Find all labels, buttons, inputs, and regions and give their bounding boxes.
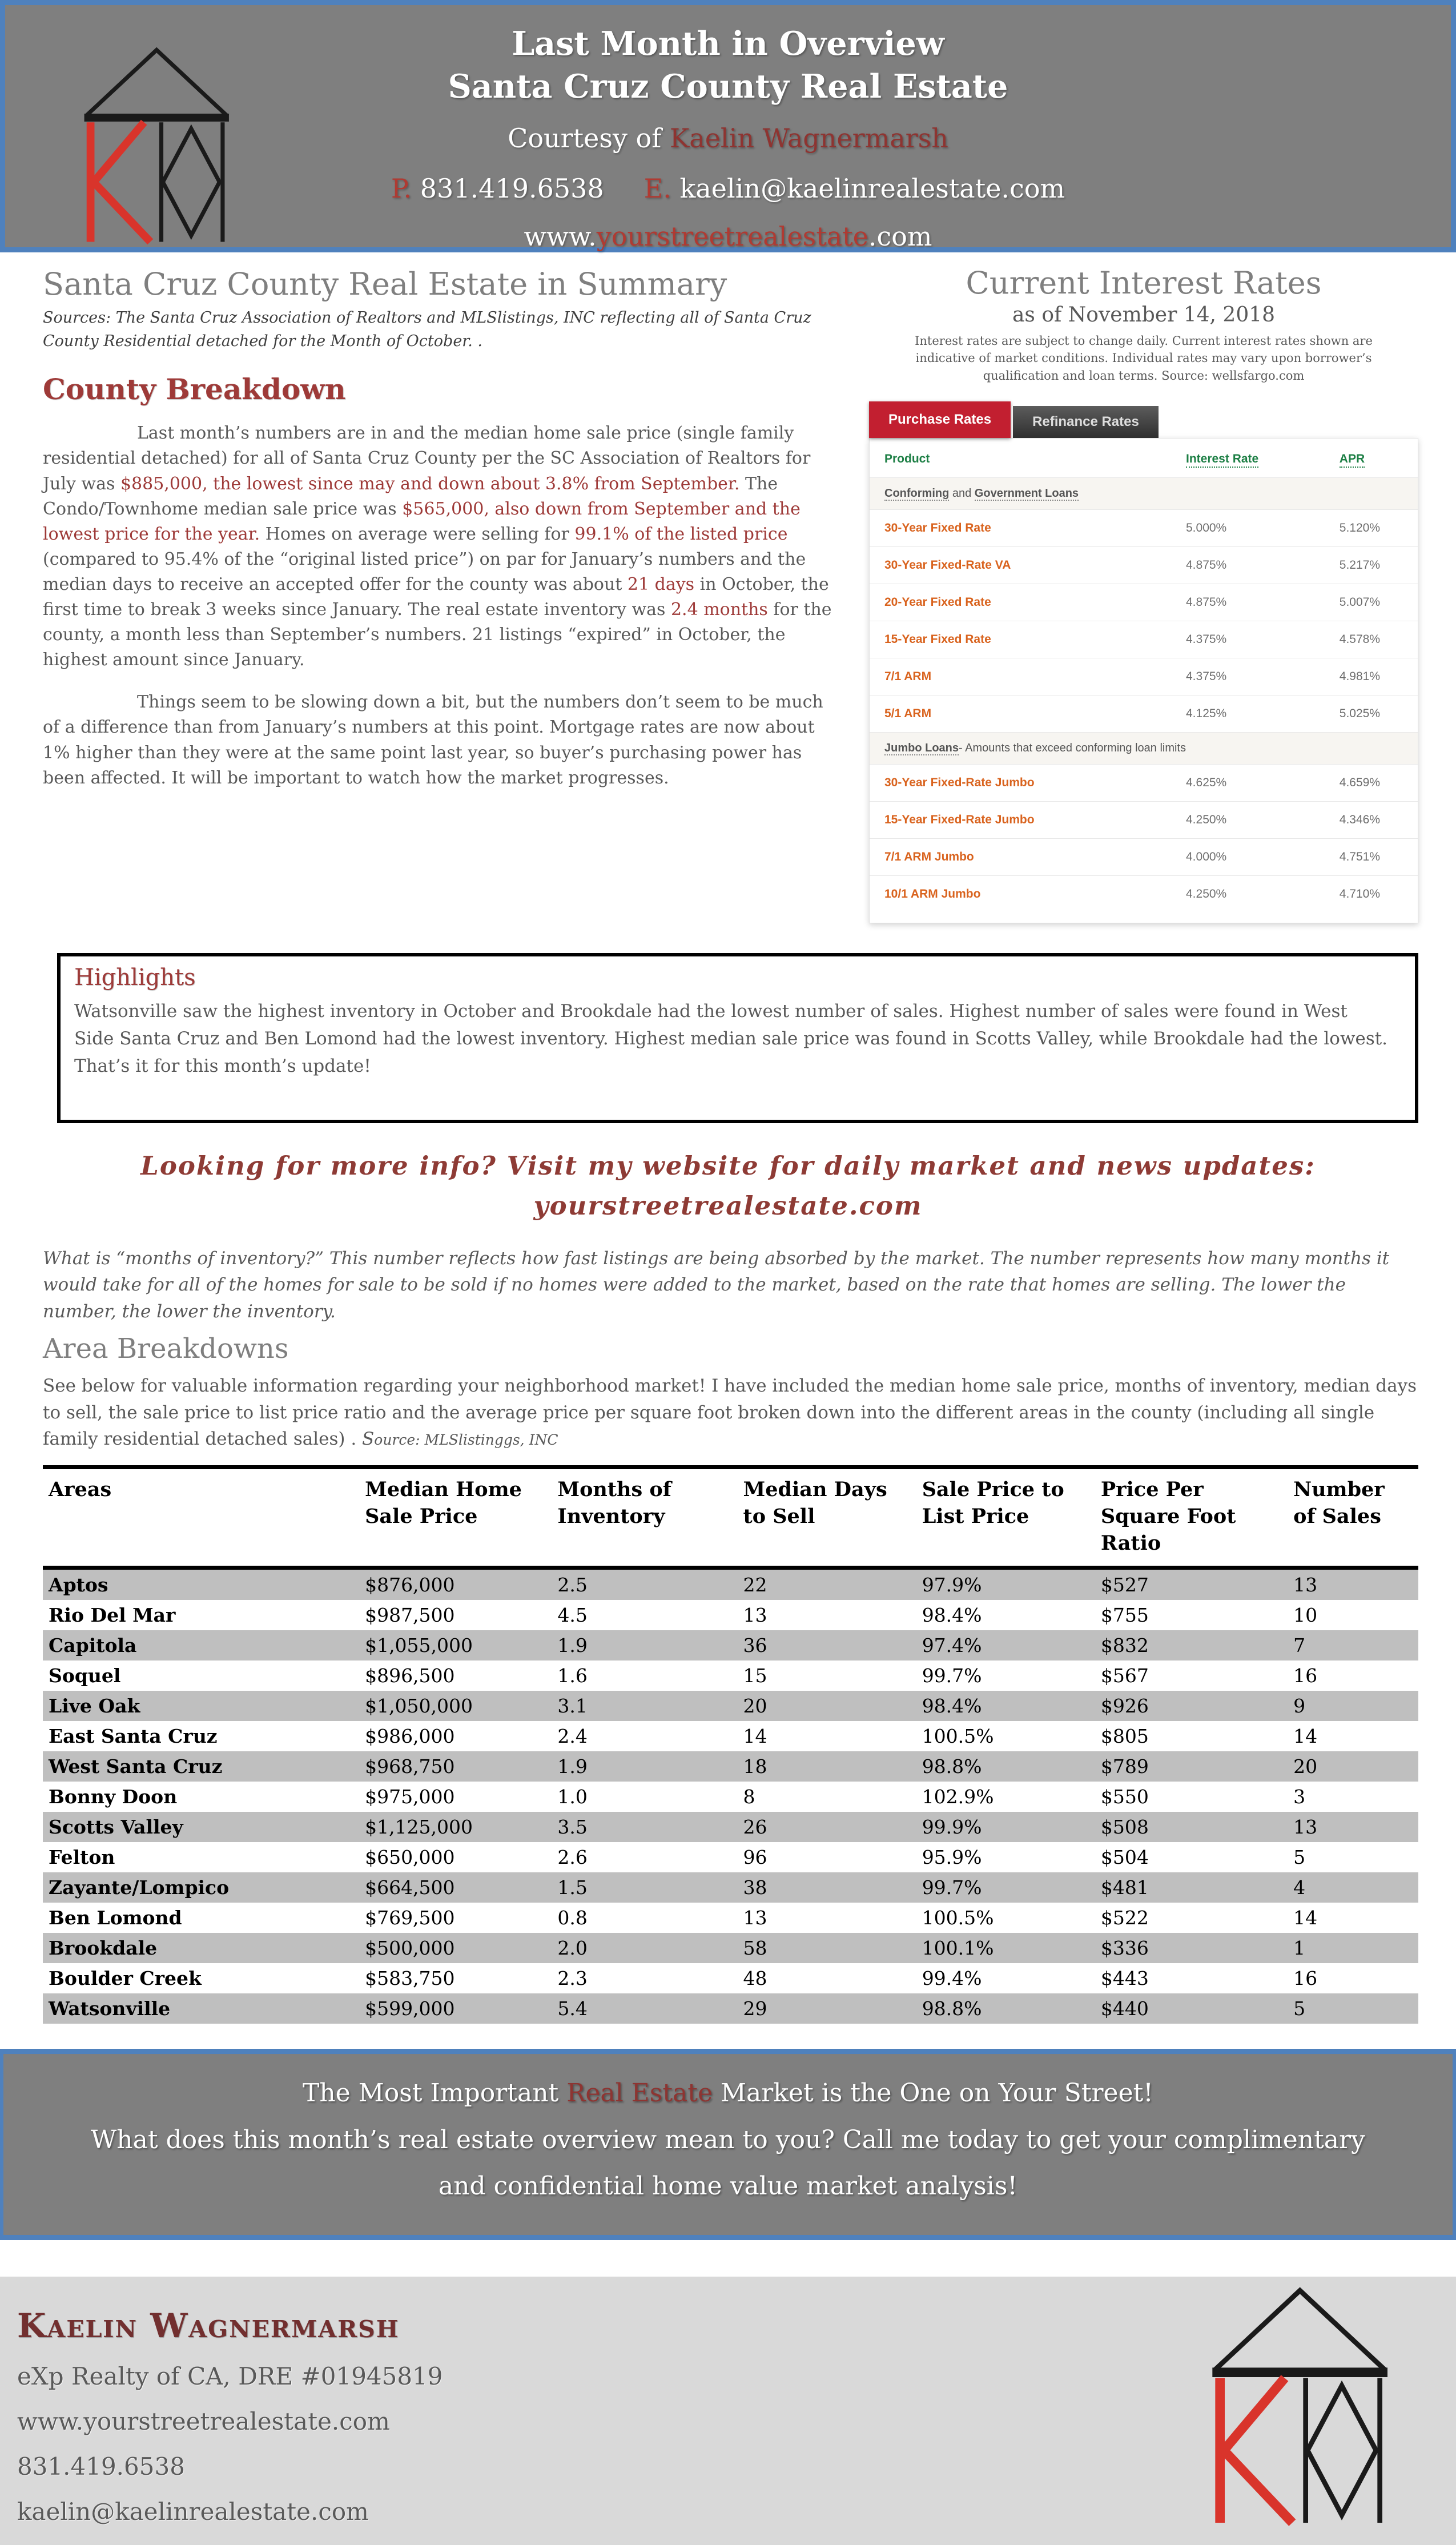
rates-card: [869, 438, 1418, 923]
area-median-days: 13: [743, 1907, 767, 1929]
summary-title: Santa Cruz County Real Estate in Summary: [43, 266, 727, 302]
highlights-body: Watsonville saw the highest inventory in October and Brookdale had the lowest number of sales. Highest number of sales were found in West Side Santa Cruz and Ben Lomond had the lowest inventory. Highest median sale price was found in Scotts Valley, while Brookdale had the lowest. That’s it for this month’s update!: [74, 1001, 1388, 1077]
area-median-price: $599,000: [365, 1997, 455, 2020]
area-table-row: [43, 1993, 1418, 2024]
area-number-of-sales: 1: [1293, 1937, 1306, 1960]
area-number-of-sales: 16: [1293, 1664, 1318, 1687]
area-months-inventory: 1.9: [557, 1755, 588, 1778]
promo-line1: Looking for more info? Visit my website for daily market and news updates:: [140, 1151, 1316, 1181]
email-label: E.: [643, 173, 671, 204]
rate-value: 4.875%: [1171, 547, 1325, 584]
rates-title: Current Interest Rates: [966, 265, 1322, 301]
phone-number[interactable]: 831.419.6538: [412, 173, 604, 204]
area-sale-to-list: 98.8%: [922, 1997, 982, 2020]
col-price-per-square-foot: Price Per Square Foot Ratio: [1095, 1467, 1288, 1568]
rate-apr: 5.217%: [1325, 547, 1418, 584]
rate-product[interactable]: 30-Year Fixed Rate: [870, 510, 1171, 547]
area-breakdowns-intro: See below for valuable information regarding your neighborhood market! I have included the median home sale price, months of inventory, median days to sell, the sale price to list price ratio and the average price per square foot broken down into the different areas in the county (including all single family residential detached sales) . Source: MLSlistinggs, INC: [43, 1376, 1417, 1450]
area-name: Felton: [49, 1846, 115, 1869]
courtesy-line: Courtesy of Kaelin Wagnermarsh: [508, 123, 948, 154]
area-price-per-sqft: $522: [1100, 1907, 1149, 1929]
rate-row: [870, 802, 1418, 839]
rate-value: 4.375%: [1171, 621, 1325, 658]
rates-widget: [869, 401, 1418, 923]
area-months-inventory: 1.9: [557, 1634, 588, 1657]
area-name: Brookdale: [49, 1937, 158, 1960]
area-name: Rio Del Mar: [49, 1604, 176, 1627]
rates-col-apr: APR: [1325, 439, 1418, 478]
area-sale-to-list: 100.5%: [922, 1725, 994, 1748]
area-name: East Santa Cruz: [49, 1725, 218, 1748]
col-number-of-sales: Number of Sales: [1288, 1467, 1418, 1568]
area-median-price: $1,055,000: [365, 1634, 473, 1657]
area-number-of-sales: 14: [1293, 1907, 1318, 1929]
agent-website[interactable]: www.yourstreetrealestate.com: [17, 2407, 390, 2435]
rate-value: 4.625%: [1171, 765, 1325, 802]
phone-label: P.: [391, 173, 412, 204]
area-months-inventory: 1.6: [557, 1664, 588, 1687]
area-sale-to-list: 97.9%: [922, 1574, 982, 1597]
area-median-days: 18: [743, 1755, 767, 1778]
rates-header-row: [870, 439, 1418, 478]
area-months-inventory: 3.1: [557, 1695, 588, 1718]
area-months-inventory: 5.4: [557, 1997, 588, 2020]
area-sale-to-list: 102.9%: [922, 1786, 994, 1808]
rates-col-product: Product: [884, 452, 930, 465]
rate-apr: 4.710%: [1325, 876, 1418, 913]
area-number-of-sales: 13: [1293, 1816, 1318, 1839]
area-sale-to-list: 99.7%: [922, 1876, 982, 1899]
area-name: Watsonville: [49, 1997, 171, 2020]
area-table-row: [43, 1661, 1418, 1691]
area-name: West Santa Cruz: [49, 1755, 223, 1778]
main-content: [0, 252, 1456, 923]
rates-disclaimer: Interest rates are subject to change daily. Current interest rates shown are indicative of market conditions. Individual rates may vary upon borrower’s qualification and loan terms. Source: wellsfargo.com: [915, 333, 1373, 383]
area-name: Zayante/Lompico: [49, 1876, 230, 1899]
area-table-row: [43, 1568, 1418, 1601]
agent-phone[interactable]: 831.419.6538: [17, 2452, 185, 2480]
area-table-row: [43, 1872, 1418, 1903]
rate-apr: 5.007%: [1325, 584, 1418, 621]
rate-row: [870, 621, 1418, 658]
rate-product[interactable]: 30-Year Fixed-Rate VA: [870, 547, 1171, 584]
area-name: Capitola: [49, 1634, 137, 1657]
area-months-inventory: 2.4: [557, 1725, 588, 1748]
agent-email[interactable]: kaelin@kaelinrealestate.com: [17, 2497, 369, 2526]
area-median-price: $1,125,000: [365, 1816, 473, 1839]
area-table-row: [43, 1812, 1418, 1842]
company-logo-icon: [50, 41, 267, 245]
area-number-of-sales: 14: [1293, 1725, 1318, 1748]
area-median-days: 20: [743, 1695, 767, 1718]
rate-value: 4.250%: [1171, 876, 1325, 913]
summary-sources: Sources: The Santa Cruz Association of Realtors and MLSlistings, INC reflecting all of Santa Cruz County Residential detached for the Month of October. .: [43, 309, 811, 350]
promo-script: [0, 1146, 1456, 1226]
rate-value: 4.125%: [1171, 695, 1325, 733]
area-price-per-sqft: $443: [1100, 1967, 1149, 1990]
rate-apr: 5.025%: [1325, 695, 1418, 733]
area-price-per-sqft: $550: [1100, 1786, 1149, 1808]
area-name: Boulder Creek: [49, 1967, 202, 1990]
newsletter-title-line1: Last Month in Overview: [512, 25, 944, 63]
rate-apr: 4.981%: [1325, 658, 1418, 695]
area-price-per-sqft: $926: [1100, 1695, 1149, 1718]
area-median-price: $876,000: [365, 1574, 455, 1597]
area-months-inventory: 2.0: [557, 1937, 588, 1960]
area-median-price: $583,750: [365, 1967, 455, 1990]
area-number-of-sales: 4: [1293, 1876, 1306, 1899]
area-table-row: [43, 1721, 1418, 1751]
area-median-days: 29: [743, 1997, 767, 2020]
rates-as-of-date: as of November 14, 2018: [1012, 303, 1276, 327]
inventory-explainer: What is “months of inventory?” This number reflects how fast listings are being absorbed by the market. The number represents how many months it would take for all of the homes for sale to be sold if no homes were added to the market, based on the rate that homes are selling. The lower the number, the lower the inventory.: [43, 1248, 1390, 1322]
area-number-of-sales: 16: [1293, 1967, 1318, 1990]
area-number-of-sales: 3: [1293, 1786, 1306, 1808]
area-median-days: 13: [743, 1604, 767, 1627]
area-price-per-sqft: $508: [1100, 1816, 1149, 1839]
rate-row: [870, 584, 1418, 621]
rate-apr: 4.659%: [1325, 765, 1418, 802]
area-sale-to-list: 100.5%: [922, 1907, 994, 1929]
area-price-per-sqft: $755: [1100, 1604, 1149, 1627]
area-table-row: [43, 1691, 1418, 1721]
area-sale-to-list: 98.4%: [922, 1695, 982, 1718]
col-areas: Areas: [43, 1467, 359, 1568]
tab-purchase-rates[interactable]: Purchase Rates: [869, 401, 1011, 438]
area-median-days: 58: [743, 1937, 767, 1960]
area-sale-to-list: 95.9%: [922, 1846, 982, 1869]
area-table-header-row: [43, 1467, 1418, 1568]
area-table-row: [43, 1963, 1418, 1993]
cta-line2: What does this month’s real estate overview mean to you? Call me today to get your complimentary and confidential home value market analysis!: [91, 2125, 1365, 2201]
highlights-box: [57, 953, 1418, 1123]
area-median-price: $500,000: [365, 1937, 455, 1960]
highlights-title: Highlights: [74, 964, 196, 991]
rates-tabs: [869, 401, 1418, 438]
col-median-days-to-sell: Median Days to Sell: [738, 1467, 916, 1568]
rate-apr: 4.578%: [1325, 621, 1418, 658]
company-logo-icon: [1188, 2269, 1416, 2537]
rate-product[interactable]: 20-Year Fixed Rate: [870, 584, 1171, 621]
rate-product[interactable]: 7/1 ARM Jumbo: [870, 839, 1171, 876]
rate-row: [870, 765, 1418, 802]
area-name: Soquel: [49, 1664, 121, 1687]
area-number-of-sales: 10: [1293, 1604, 1318, 1627]
rate-row: [870, 658, 1418, 695]
area-table-row: [43, 1782, 1418, 1812]
area-price-per-sqft: $504: [1100, 1846, 1149, 1869]
rate-value: 4.375%: [1171, 658, 1325, 695]
rate-value: 4.000%: [1171, 839, 1325, 876]
rates-section-conforming: Conforming and Government Loans: [870, 478, 1418, 510]
area-table-row: [43, 1630, 1418, 1661]
area-median-price: $1,050,000: [365, 1695, 473, 1718]
tab-refinance-rates[interactable]: Refinance Rates: [1013, 406, 1159, 438]
rate-row: [870, 695, 1418, 733]
newsletter-title-line2: Santa Cruz County Real Estate: [448, 67, 1008, 106]
col-sale-price-to-list-price: Sale Price to List Price: [916, 1467, 1095, 1568]
area-months-inventory: 2.5: [557, 1574, 588, 1597]
rate-row: [870, 876, 1418, 913]
col-median-home-sale-price: Median Home Sale Price: [359, 1467, 552, 1568]
header-banner: [0, 0, 1456, 252]
area-median-days: 48: [743, 1967, 767, 1990]
rate-value: 4.875%: [1171, 584, 1325, 621]
area-months-inventory: 2.6: [557, 1846, 588, 1869]
agent-name: Kaelin Wagnermarsh: [17, 2306, 400, 2345]
area-median-price: $975,000: [365, 1786, 455, 1808]
rate-product[interactable]: 15-Year Fixed-Rate Jumbo: [870, 802, 1171, 839]
rates-column: [869, 267, 1418, 923]
rate-product[interactable]: 30-Year Fixed-Rate Jumbo: [870, 765, 1171, 802]
rate-product[interactable]: 5/1 ARM: [870, 695, 1171, 733]
area-median-days: 22: [743, 1574, 767, 1597]
summary-column: [43, 267, 839, 923]
area-price-per-sqft: $336: [1100, 1937, 1149, 1960]
rate-value: 5.000%: [1171, 510, 1325, 547]
area-median-price: $650,000: [365, 1846, 455, 1869]
rate-row: [870, 510, 1418, 547]
rate-product[interactable]: 7/1 ARM: [870, 658, 1171, 695]
area-months-inventory: 1.0: [557, 1786, 588, 1808]
area-number-of-sales: 7: [1293, 1634, 1306, 1657]
area-breakdowns-title: Area Breakdowns: [43, 1333, 289, 1365]
rate-apr: 5.120%: [1325, 510, 1418, 547]
county-breakdown-paragraph: Last month’s numbers are in and the median home sale price (single family residential detached) for all of Santa Cruz County per the SC Association of Realtors for July was $885,000, the lowest since may and down about 3.8% from September. The Condo/Townhome median sale price was $565,000, also down from September and the lowest price for the year. Homes on average were selling for 99.1% of the listed price (compared to 95.4% of the “original listed price”) on par for January’s numbers and the median days to receive an accepted offer for the county was about 21 days in October, the first time to break 3 weeks since January. The real estate inventory was 2.4 months for the county, a month less than September’s numbers. 21 listings “expired” in October, the highest amount since January.: [43, 423, 832, 670]
area-name: Bonny Doon: [49, 1786, 178, 1808]
area-months-inventory: 4.5: [557, 1604, 588, 1627]
area-months-inventory: 1.5: [557, 1876, 588, 1899]
area-median-days: 26: [743, 1816, 767, 1839]
area-sale-to-list: 99.7%: [922, 1664, 982, 1687]
cta-line1: The Most Important Real Estate Market is the One on Your Street!: [303, 2078, 1153, 2108]
email-address[interactable]: kaelin@kaelinrealestate.com: [671, 173, 1065, 204]
col-months-of-inventory: Months of Inventory: [552, 1467, 737, 1568]
area-price-per-sqft: $789: [1100, 1755, 1149, 1778]
area-sale-to-list: 100.1%: [922, 1937, 994, 1960]
area-name: Scotts Valley: [49, 1816, 183, 1839]
rate-value: 4.250%: [1171, 802, 1325, 839]
area-number-of-sales: 9: [1293, 1695, 1306, 1718]
area-median-price: $769,500: [365, 1907, 455, 1929]
rates-section-jumbo: Jumbo Loans- Amounts that exceed conforming loan limits: [870, 733, 1418, 765]
area-price-per-sqft: $527: [1100, 1574, 1149, 1597]
area-number-of-sales: 5: [1293, 1846, 1306, 1869]
area-table-row: [43, 1903, 1418, 1933]
area-name: Aptos: [49, 1574, 108, 1597]
area-price-per-sqft: $567: [1100, 1664, 1149, 1687]
promo-website-link[interactable]: yourstreetrealestate.com: [533, 1190, 923, 1221]
area-price-per-sqft: $440: [1100, 1997, 1149, 2020]
area-median-price: $986,000: [365, 1725, 455, 1748]
rate-apr: 4.751%: [1325, 839, 1418, 876]
area-name: Ben Lomond: [49, 1907, 182, 1929]
area-median-days: 96: [743, 1846, 767, 1869]
website-link[interactable]: www.yourstreetrealestate.com: [524, 221, 932, 252]
area-median-days: 14: [743, 1725, 767, 1748]
area-sale-to-list: 99.4%: [922, 1967, 982, 1990]
area-median-price: $896,500: [365, 1664, 455, 1687]
rate-row: [870, 547, 1418, 584]
area-price-per-sqft: $832: [1100, 1634, 1149, 1657]
county-breakdown-paragraph-2: Things seem to be slowing down a bit, but the numbers don’t seem to be much of a difference than from January’s numbers at this point. Mortgage rates are now about 1% higher than they were at the same point last year, so buyer’s purchasing power has been affected. It will be important to watch how the market progresses.: [43, 692, 823, 788]
rate-product[interactable]: 15-Year Fixed Rate: [870, 621, 1171, 658]
area-months-inventory: 2.3: [557, 1967, 588, 1990]
area-median-price: $987,500: [365, 1604, 455, 1627]
area-months-inventory: 0.8: [557, 1907, 588, 1929]
area-table-row: [43, 1751, 1418, 1782]
rate-apr: 4.346%: [1325, 802, 1418, 839]
county-breakdown-title: County Breakdown: [43, 372, 346, 407]
area-breakdowns-section: [43, 1333, 1418, 2024]
area-sale-to-list: 97.4%: [922, 1634, 982, 1657]
area-number-of-sales: 20: [1293, 1755, 1318, 1778]
rate-product[interactable]: 10/1 ARM Jumbo: [870, 876, 1171, 913]
agent-brokerage: eXp Realty of CA, DRE #01945819: [17, 2362, 443, 2390]
area-table-row: [43, 1842, 1418, 1872]
area-sale-to-list: 98.8%: [922, 1755, 982, 1778]
area-table-row: [43, 1600, 1418, 1630]
area-table-row: [43, 1933, 1418, 1963]
area-median-price: $968,750: [365, 1755, 455, 1778]
area-number-of-sales: 13: [1293, 1574, 1318, 1597]
cta-banner: [0, 2049, 1456, 2240]
area-median-days: 8: [743, 1786, 755, 1808]
area-median-days: 36: [743, 1634, 767, 1657]
rates-col-interest-rate: Interest Rate: [1171, 439, 1325, 478]
area-name: Live Oak: [49, 1695, 140, 1718]
area-months-inventory: 3.5: [557, 1816, 588, 1839]
area-median-days: 38: [743, 1876, 767, 1899]
area-price-per-sqft: $481: [1100, 1876, 1149, 1899]
area-sale-to-list: 99.9%: [922, 1816, 982, 1839]
area-median-price: $664,500: [365, 1876, 455, 1899]
area-price-per-sqft: $805: [1100, 1725, 1149, 1748]
footer: [0, 2277, 1456, 2545]
area-sale-to-list: 98.4%: [922, 1604, 982, 1627]
area-number-of-sales: 5: [1293, 1997, 1306, 2020]
rate-row: [870, 839, 1418, 876]
area-median-days: 15: [743, 1664, 767, 1687]
area-breakdowns-table: [43, 1465, 1418, 2024]
rates-table: [870, 439, 1418, 912]
